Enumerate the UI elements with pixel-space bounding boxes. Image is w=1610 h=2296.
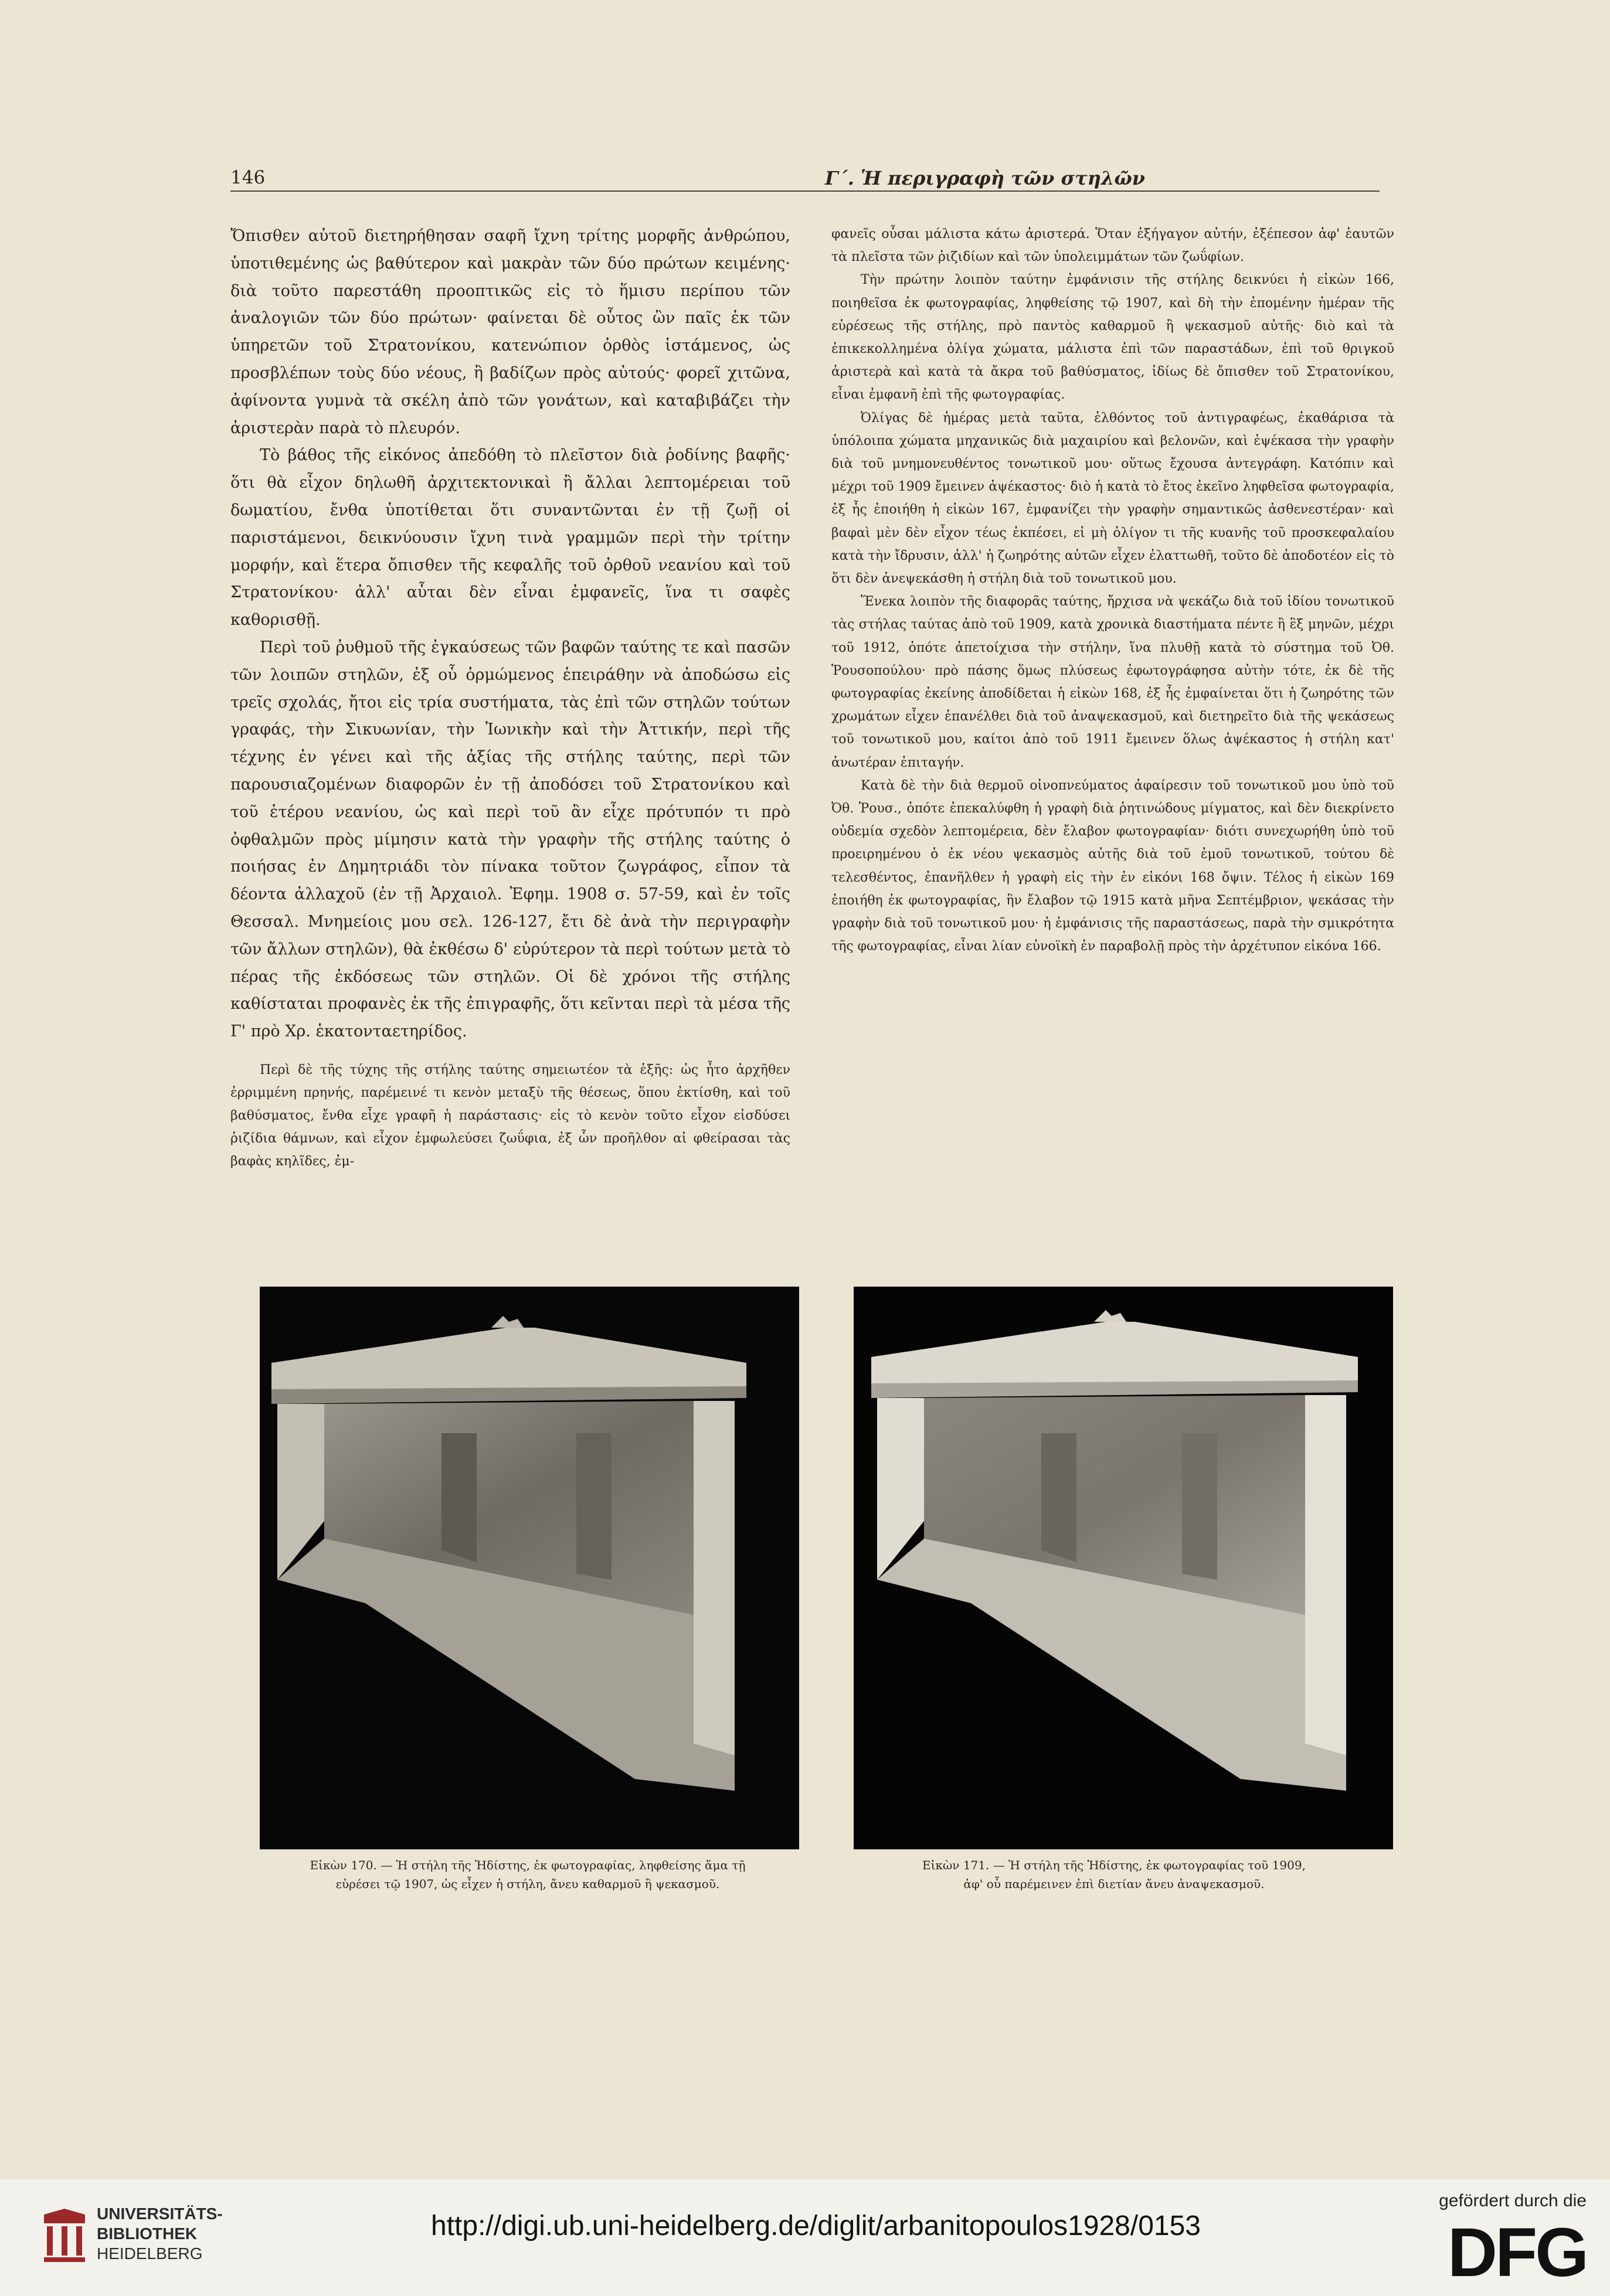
paragraph: φανεῖς οὖσαι μάλιστα κάτω ἀριστερά. Ὅταν ἐξήγαγον αὐτήν, ἐξέπεσον ἀφ' ἑαυτῶν τὰ πλεῖστα τῶν ῥιζιδίων καὶ τῶν ὑπολειμμάτων τῶν ζωΰφίων. [831, 227, 1394, 265]
caption-line: Εἰκὼν 171. — Ἡ στήλη τῆς Ἡδίστης, ἐκ φωτογραφίας τοῦ 1909, [922, 1858, 1306, 1872]
viewer-footer [0, 2179, 1610, 2296]
stele-photo-171 [854, 1287, 1393, 1849]
caption-line: Εἰκὼν 170. — Ἡ στήλη τῆς Ἡδίστης, ἐκ φωτογραφίας, ληφθείσης ἅμα τῇ [310, 1858, 746, 1872]
permalink-url[interactable]: http://digi.ub.uni-heidelberg.de/diglit/arbanitopoulos1928/0153 [431, 2210, 1201, 2241]
header-rule [230, 191, 1380, 192]
library-name: UNIVERSITÄTS- BIBLIOTHEK HEIDELBERG [97, 2205, 223, 2263]
left-body-text [230, 223, 790, 1046]
university-library-logo-icon [41, 2206, 88, 2264]
chapter-title: Γ΄. Ἡ περιγραφὴ τῶν στηλῶν [824, 167, 1145, 189]
paragraph: Ὄπισθεν αὐτοῦ διετηρήθησαν σαφῆ ἴχνη τρίτης μορφῆς ἀνθρώπου, ὑποτιθεμένης ὡς βαθύτερον καὶ μακρὰν τῶν δύο πρώτων κειμένης· διὰ τοῦτο παρεστάθη προοπτικῶς εἰς τὸ ἥμισυ περίπου τῶν ἀναλογιῶν τῶν δύο πρώτων· φαίνεται δὲ οὗτος ὢν παῖς ἐκ τῶν ὑπηρετῶν τοῦ Στρατονίκου, κατενώπιον ὀρθὸς ἱστάμενος, ὡς προσβλέπων τοὺς δύο νέους, ἢ βαδίζων πρὸς αὐτούς· φορεῖ χιτῶνα, ἀφίνοντα γυμνὰ τὰ σκέλη ἀπὸ τῶν γονάτων, καὶ καταβιβάζει τὴν ἀριστερὰν παρὰ τὸ πλευρόν. [230, 227, 790, 437]
paragraph: Τὴν πρώτην λοιπὸν ταύτην ἐμφάνισιν τῆς στήλης δεικνύει ἡ εἰκὼν 166, ποιηθεῖσα ἐκ φωτογραφίας, ληφθείσης τῷ 1907, καὶ δὴ τὴν ἐπομένην ἡμέραν τῆς εὑρέσεως τῆς στήλης, πρὸ παντὸς καθαρμοῦ ἢ ψεκασμοῦ αὐτῆς· διὸ καὶ τὰ ἐπικεκολλημένα ὀλίγα χώματα, μάλιστα ἐπὶ τῶν παραστάδων, ἐπὶ τοῦ θριγκοῦ ἀριστερὰ καὶ κατὰ τὰ ἄκρα τοῦ βαθύσματος, ἰδίως δὲ ὄπισθεν τοῦ Στρατονίκου, εἶναι ἐμφανῆ ἐπὶ τῆς φωτογραφίας. [831, 273, 1394, 403]
paragraph: Περὶ τοῦ ῥυθμοῦ τῆς ἐγκαύσεως τῶν βαφῶν ταύτης τε καὶ πασῶν τῶν λοιπῶν στηλῶν, ἐξ οὗ ὁρμώμενος ἐπειράθην νὰ ἀποδώσω εἰς τρεῖς σχολάς, ἤτοι εἰς τρία συστήματα, τὰς ἐπὶ τῶν στηλῶν τούτων γραφάς, τὴν Σικυωνίαν, τὴν Ἰωνικὴν καὶ τὴν Ἀττικήν, περὶ τῆς τέχνης ἐν γένει καὶ τῆς ἀξίας τῆς στήλης ταύτης, περὶ τῶν παρουσιαζομένων διαφορῶν ἐν τῇ ἀποδόσει τοῦ Στρατονίκου καὶ τοῦ ἑτέρου νεανίου, ὡς καὶ περὶ τοῦ ἂν εἶχε πρότυπόν τι πρὸ ὀφθαλμῶν πρὸς μίμησιν κατὰ τὴν γραφὴν τῆς στήλης ταύτης ὁ ποιήσας ἐν Δημητριάδι τὸν πίνακα τοῦτον ζωγράφος, εἶπον τὰ δέοντα ἀλλαχοῦ (ἐν τῇ Ἀρχαιολ. Ἐφημ. 1908 σ. 57-59, καὶ ἐν τοῖς Θεσσαλ. Μνημείοις μου σελ. 126-127, ἔτι δὲ ἀνὰ τὴν περιγραφὴν τῶν ἄλλων στηλῶν), θὰ ἐκθέσω δ' εὐρύτερον τὰ περὶ τούτων μετὰ τὸ πέρας τῆς ἐκδόσεως τῶν στηλῶν. Οἱ δὲ χρόνοι τῆς στήλης καθίσταται προφανὲς ἐκ τῆς ἐπιγραφῆς, ὅτι κεῖνται περὶ τὰ μέσα τῆς Γ' πρὸ Χρ. ἑκατονταετηρίδος. [230, 638, 790, 1041]
paragraph: Κατὰ δὲ τὴν διὰ θερμοῦ οἰνοπνεύματος ἀφαίρεσιν τοῦ τονωτικοῦ μου ὑπὸ τοῦ Ὀθ. Ῥουσ., ὁπότε ἐπεκαλύφθη ἡ γραφὴ διὰ ῥητινώδους μίγματος, καὶ δὲν διεκρίνετο οὐδεμία σχεδὸν λεπτομέρεια, δὲν ἔλαβον φωτογραφίαν· διότι συνεχωρήθη ὑπὸ τοῦ προειρημένου ὁ ἐκ νέου ψεκασμὸς αὐτῆς διὰ τοῦ ἐμοῦ τονωτικοῦ, τούτου δὲ τελεσθέντος, ἐπανῆλθεν ἡ γραφὴ εἰς τὴν ἐν εἰκόνι 168 ὄψιν. Τέλος ἡ εἰκὼν 169 ἐποιήθη ἐκ φωτογραφίας, ἣν ἔλαβον τῷ 1915 κατὰ μῆνα Σεπτέμβριον, ψεκάσας τὴν γραφὴν διὰ τοῦ τονωτικοῦ μου· ἡ ἐμφάνισις τῆς παραστάσεως, παρὰ τὴν σμικρότητα τῆς φωτογραφίας, εἶναι λίαν εὐνοϊκὴ ἐν παραβολῇ πρὸς τὴν ἀρχέτυπον εἰκόνα 166. [831, 778, 1394, 954]
dfg-logo: DFG [1447, 2214, 1587, 2291]
footnote [230, 1059, 790, 1173]
paragraph: Ἕνεκα λοιπὸν τῆς διαφορᾶς ταύτης, ἤρχισα νὰ ψεκάζω διὰ τοῦ ἰδίου τονωτικοῦ τὰς στήλας ταύτας ἀπὸ τοῦ 1909, κατὰ χρονικὰ διαστήματα πέντε ἢ ἓξ μηνῶν, μέχρι τοῦ 1912, ὁπότε ἀπετοίχισα τὴν στήλην, ἵνα πλυθῇ κατὰ τὸ σύστημα τοῦ Ὀθ. Ῥουσοπούλου· πρὸ πάσης ὅμως πλύσεως ἐφωτογράφησα αὐτὴν τότε, ἐκ δὲ τῆς φωτογραφίας ἐκείνης ἀποδίδεται ἡ εἰκὼν 168, ἐξ ἧς ἐμφαίνεται ὅτι ἡ ζωηρότης τῶν χρωμάτων εἶχεν ἐπανέλθει διὰ τοῦ ἀναψεκασμοῦ, καὶ διετηρεῖτο διὰ τῆς ψεκάσεως τοῦ τονωτικοῦ μου, καίτοι ἀπὸ τοῦ 1911 ἔμεινεν ὅλως ἀψέκαστος ἡ στήλη κατ' ἀνωτέραν ἐπιταγήν. [831, 594, 1394, 770]
caption-line: ἀφ' οὗ παρέμεινεν ἐπὶ διετίαν ἄνευ ἀναψεκασμοῦ. [963, 1877, 1265, 1891]
paragraph: Ὀλίγας δὲ ἡμέρας μετὰ ταῦτα, ἐλθόντος τοῦ ἀντιγραφέως, ἐκαθάρισα τὰ ὑπόλοιπα χώματα μηχανικῶς διὰ μαχαιρίου καὶ βελονῶν, καὶ ἐψέκασα τὴν γραφὴν διὰ τοῦ μνημονευθέντος τονωτικοῦ μου· οὕτως ἔχουσα ἀντεγράφη. Κατόπιν καὶ μέχρι τοῦ 1909 ἔμεινεν ἀψέκαστος· διὸ ἡ κατὰ τὸ ἔτος ἐκεῖνο ληφθεῖσα φωτογραφία, ἐξ ἧς ἐποιήθη ἡ εἰκὼν 167, ἐμφανίζει τὴν γραφὴν σημαντικῶς ἀσθενεστέραν· καὶ βαφαὶ μὲν δὲν εἶχον τέως ἐκπέσει, εἰ μὴ ὀλίγον τι τῆς κυανῆς τοῦ προσκεφαλαίου κατὰ τὴν ἴδρυσιν, ἀλλ' ἡ ζωηρότης αὐτῶν εἶχεν ἐλαττωθῆ, τοῦτο δὲ ἀποδοτέον εἰς τὸ ὅτι δὲν ἀνεψεκάσθη ἡ στήλη διὰ τοῦ τονωτικοῦ μου. [831, 410, 1394, 587]
stele-photo-170 [260, 1287, 799, 1849]
page-number: 146 [230, 167, 266, 188]
left-column [230, 223, 790, 1173]
footnote-text: Περὶ δὲ τῆς τύχης τῆς στήλης ταύτης σημειωτέον τὰ ἑξῆς: ὡς ἦτο ἀρχῆθεν ἐρριμμένη πρηνής, παρέμεινέ τι κενὸν μεταξὺ τῆς θέσεως, ὅπου ἐκτίσθη, καὶ τοῦ βαθύσματος, ἔνθα εἶχε γραφῆ ἡ παράστασις· εἰς τὸ κενὸν τοῦτο εἶχον εἰσδύσει ῥιζίδια θάμνων, καὶ εἶχον ἐμφωλεύσει ζωΰφια, ἐξ ὧν προῆλθον αἱ φθείρασαι τὰς βαφὰς κηλῖδες, ἐμ- [230, 1062, 790, 1169]
figure-caption-170 [246, 1856, 809, 1893]
figure-caption-171 [833, 1856, 1395, 1893]
caption-line: εὑρέσει τῷ 1907, ὡς εἶχεν ἡ στήλη, ἄνευ καθαρμοῦ ἢ ψεκασμοῦ. [335, 1877, 720, 1891]
running-head [230, 167, 1380, 196]
paragraph: Τὸ βάθος τῆς εἰκόνος ἀπεδόθη τὸ πλεῖστον διὰ ῥοδίνης βαφῆς· ὅτι θὰ εἶχον δηλωθῆ ἀρχιτεκτονικαὶ ἢ ἄλλαι λεπτομέρειαι τοῦ δωματίου, ἔνθα ὑποτίθεται ὅτι συναντῶνται ἐν τῇ ζωῇ οἱ παριστάμενοι, δεικνύουσιν ἴχνη τινὰ γραμμῶν περὶ τὴν τρίτην μορφήν, καὶ ἕτερα ὄπισθεν τῆς κεφαλῆς τοῦ ὀρθοῦ νεανίου καὶ τοῦ Στρατονίκου· ἀλλ' αὗται δὲν εἶναι ἐμφανεῖς, ἵνα τι σαφὲς καθορισθῇ. [230, 446, 790, 630]
right-column [831, 223, 1394, 958]
funded-by-label: gefördert durch die [1439, 2191, 1587, 2210]
